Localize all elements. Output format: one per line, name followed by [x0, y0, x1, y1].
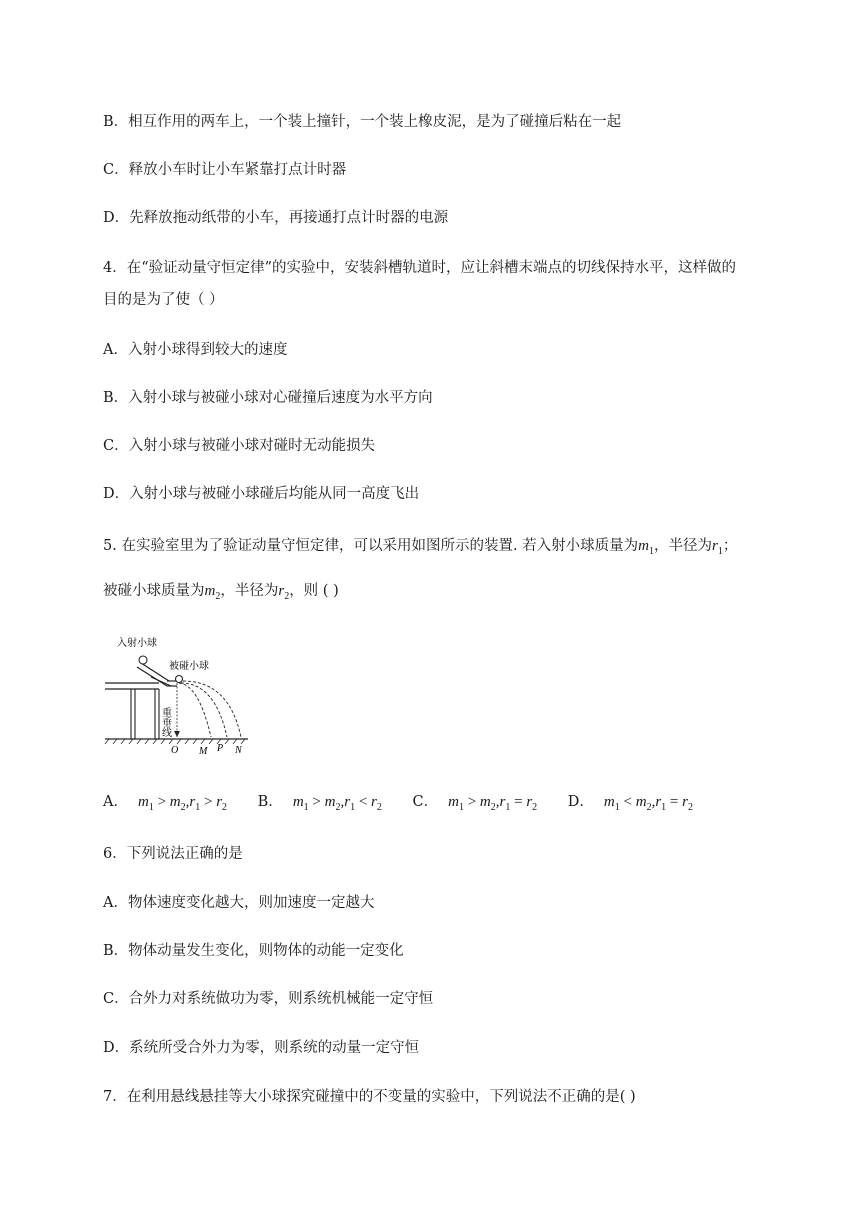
q5-option-c: C． $m_1 > m_2,r_1 = r_2$ — [412, 794, 538, 813]
q4-option-c: C．入射小球与被碰小球对碰时无动能损失 — [103, 438, 376, 454]
q3-option-d: D．先释放拖动纸带的小车，再接通打点计时器的电源 — [103, 210, 449, 226]
point-p-label: P — [217, 743, 224, 754]
q4-option-a: A．入射小球得到较大的速度 — [103, 342, 288, 358]
q4-option-d: D．入射小球与被碰小球碰后均能从同一高度飞出 — [103, 486, 420, 502]
q6-stem: 6．下列说法正确的是 — [103, 846, 243, 862]
q4-stem-line-1: 4．在“验证动量守恒定律”的实验中，安装斜槽轨道时，应让斜槽末端点的切线保持水平，这样做的 — [103, 260, 737, 276]
m2-symbol: $m_2$ — [204, 583, 221, 602]
m1-symbol: $m_1$ — [638, 538, 655, 557]
incident-ball-label: 入射小球 — [117, 638, 157, 649]
q3-option-c: C．释放小车时让小车紧靠打点计时器 — [103, 162, 347, 178]
collision-apparatus-figure — [103, 633, 253, 758]
point-o-label: O — [171, 745, 179, 756]
q5-stem-line-1: 5. 在实验室里为了验证动量守恒定律，可以采用如图所示的装置. 若入射小球质量为$m_1$，半径为$r_1$； — [103, 538, 738, 557]
point-m-label: M — [199, 746, 208, 757]
q5-stem-text: 5. 在实验室里为了验证动量守恒定律，可以采用如图所示的装置. 若入射小球质量为 — [103, 538, 639, 554]
r2-symbol: $r_2$ — [278, 583, 290, 602]
q5-option-b: B． $m_1 > m_2,r_1 < r_2$ — [257, 794, 382, 813]
q6-option-b: B．物体动量发生变化，则物体的动能一定变化 — [103, 943, 404, 959]
q7-stem: 7．在利用悬线悬挂等大小球探究碰撞中的不变量的实验中，下列说法不正确的是( ) — [103, 1089, 636, 1105]
plumb-line-label: 重垂线 — [159, 707, 171, 737]
q5-stem-line-2: 被碰小球质量为$m_2$，半径为$r_2$，则 ( ) — [103, 583, 339, 602]
q6-option-a: A．物体速度变化越大，则加速度一定越大 — [103, 895, 375, 911]
q4-stem-line-2: 目的是为了使（ ） — [103, 292, 224, 308]
target-ball-label: 被碰小球 — [169, 661, 209, 672]
apparatus-diagram — [103, 633, 253, 758]
q5-option-d: D． $m_1 < m_2,r_1 = r_2$ — [567, 794, 693, 813]
q3-option-b: B．相互作用的两车上，一个装上撞针，一个装上橡皮泥，是为了碰撞后粘在一起 — [103, 114, 622, 130]
q4-option-b: B．入射小球与被碰小球对心碰撞后速度为水平方向 — [103, 390, 433, 406]
q6-option-c: C．合外力对系统做功为零，则系统机械能一定守恒 — [103, 991, 434, 1007]
q6-option-d: D．系统所受合外力为零，则系统的动量一定守恒 — [103, 1040, 420, 1056]
r1-symbol: $r_1$ — [712, 538, 723, 557]
q5-option-a: A． $m_1 > m_2,r_1 > r_2$ — [103, 794, 228, 813]
point-n-label: N — [235, 745, 242, 756]
q5-options — [103, 790, 719, 813]
